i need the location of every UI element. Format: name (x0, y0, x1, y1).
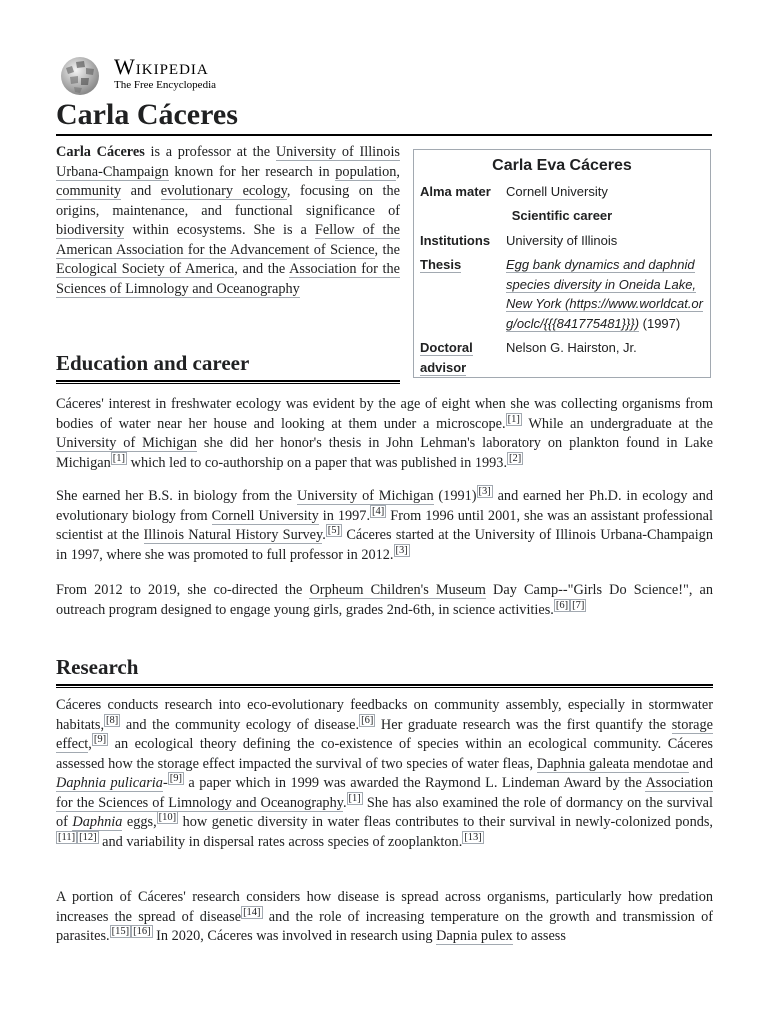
link-community[interactable]: community (56, 183, 122, 199)
link-biodiversity[interactable]: biodiversity (56, 222, 125, 238)
infobox-label-link[interactable]: Doctoral advisor (420, 340, 473, 375)
link-aslo[interactable]: Association for the Sciences of Limnology and Oceanography (56, 261, 400, 297)
infobox-row-thesis (420, 255, 704, 333)
thesis-year: (1997) (639, 315, 681, 331)
education-paragraph-2: She earned her B.S. in biology from the University of Michigan (1991) [3] and earned her Ph.D. in ecology and evolutionary biology from Cornell University in 1997. [4] From 1996 until 2001, she was an assistant professional scientist at the Illinois Natural History Survey. [5] Cáceres started at the University of Illinois Urbana-Champaign in 1997, where she was promoted to full professor in 2012. [3] (56, 486, 713, 563)
citation-ref[interactable]: [14] (243, 906, 261, 918)
citation-ref[interactable]: [9] (93, 734, 107, 746)
section-divider (56, 380, 400, 384)
link-storage-effect[interactable]: storage effect (56, 716, 713, 752)
infobox-label: Alma mater (420, 183, 491, 199)
education-paragraph-1: Cáceres' interest in freshwater ecology was evident by the age of eight when she was collecting organisms from bodies of water near her house and looking at them under a microscope. [1] While an undergraduate at the University of Michigan she did her honor's thesis in John Lehman's laboratory on plankton found in Lake Michigan [1] which led to co-authorship on a paper that was published in 1993. [2] (56, 396, 714, 471)
infobox-section-heading: Scientific career (511, 208, 613, 223)
citation-ref[interactable]: [13] (464, 831, 482, 843)
lead-paragraph: Carla Cáceres is a professor at the University of Illinois Urbana-Champaign known for her research in population, community and evolutionary ecology, focusing on the origins, maintenance, and functional significance of biodiversity within ecosystems. She is a Fellow of the American Association for the Advancement of Science, the Ecological Society of America, and the Association for the Sciences of Limnology and Oceanography (56, 144, 401, 297)
link-orpheum-childrens-museum[interactable]: Orpheum Children's Museum (309, 582, 486, 598)
page-title: Carla Cáceres (56, 98, 712, 136)
citation-ref[interactable]: [4] (372, 505, 385, 517)
citation-ref[interactable]: [6] (361, 714, 374, 726)
infobox-row-institutions (420, 231, 704, 251)
infobox-title: Carla Eva Cáceres (492, 157, 632, 174)
research-paragraph-2: A portion of Cáceres' research considers how disease is spread across organisms, particularly how predation increases the spread of disease [14] and the role of increasing temperature on the growth and transmission of parasites. [15] [16] In 2020, Cáceres was involved in research using Dapnia pulex to assess (56, 889, 713, 944)
link-esa[interactable]: Ecological Society of America (56, 261, 235, 277)
citation-ref[interactable]: [3] (478, 486, 491, 498)
infobox-value: University of Illinois (506, 232, 618, 248)
site-header (56, 54, 716, 96)
wikipedia-globe-icon[interactable] (56, 54, 104, 96)
citation-ref[interactable]: [6] (555, 599, 569, 611)
citation-ref[interactable]: [11] (58, 831, 76, 843)
research-paragraph-1: Cáceres conducts research into eco-evolutionary feedbacks on community assembly, especially in stormwater habitats, [8] and the community ecology of disease. [6] Her graduate research was the first quantify the storage effect, [9] an ecological theory defining the co-existence of species within an ecological community. Cáceres assessed how the storage effect impacted the survival of two species of water fleas, Daphnia galeata mendotae and Daphnia pulicaria- [9] a paper which in 1999 was awarded the Raymond L. Lindeman Award by the Association for the Sciences of Limnology and Oceanography. [1] She has also examined the role of dormancy on the survival of Daphnia eggs, [10] how genetic diversity in water fleas contributes to their survival in newly-colonized ponds,[11] [12] and variability in dispersal rates across species of zooplankton. [13] (56, 697, 714, 850)
citation-ref[interactable]: [1] (348, 792, 361, 804)
citation-ref[interactable]: [1] (112, 452, 126, 464)
thesis-link[interactable]: Egg bank dynamics and daphnid species diversity in Oneida Lake, New York (https://www.worldcat.org/oclc/{{{841775481}}}) (506, 257, 703, 331)
link-aaas-fellow[interactable]: Fellow of the American Association for the Advancement of Science (56, 222, 400, 258)
citation-ref[interactable]: [8] (106, 714, 119, 726)
infobox-label: Institutions (420, 232, 491, 248)
citation-ref[interactable]: [5] (327, 525, 341, 537)
section-heading-research: Research (56, 655, 139, 679)
infobox (413, 149, 711, 378)
citation-ref[interactable]: [3] (395, 544, 408, 556)
citation-ref[interactable]: [2] (509, 452, 522, 464)
link-daphnia[interactable]: Daphnia (72, 814, 123, 830)
infobox-row-alma-mater (420, 182, 704, 202)
link-uiuc[interactable]: University of Illinois Urbana-Champaign (56, 144, 400, 180)
link-illinois-natural-history-survey[interactable]: Illinois Natural History Survey (143, 527, 323, 543)
link-evolutionary-ecology[interactable]: evolutionary ecology (160, 183, 287, 199)
citation-ref[interactable]: [9] (169, 773, 182, 785)
site-wordmark[interactable]: Wikipedia (114, 54, 209, 79)
education-paragraph-3: From 2012 to 2019, she co-directed the Orpheum Children's Museum Day Camp--"Girls Do Science!", an outreach program designed to engage young girls, grades 2nd-6th, in science activities. [6] [7] (56, 582, 714, 618)
link-daphnia-pulicaria[interactable]: Daphnia pulicaria (56, 775, 163, 791)
link-cornell-university[interactable]: Cornell University (211, 507, 319, 524)
infobox-row-advisor (420, 338, 704, 377)
citation-ref[interactable]: [16] (133, 926, 151, 938)
link-daphnia-galeata-mendotae[interactable]: Daphnia galeata mendotae (536, 755, 689, 772)
infobox-label-link[interactable]: Thesis (420, 257, 462, 272)
site-tagline: The Free Encyclopedia (114, 79, 217, 91)
link-daphnia-pulex[interactable]: Dapnia pulex (436, 928, 513, 944)
lead-subject: Carla Cáceres (56, 144, 145, 160)
link-aslo[interactable]: Association for the Sciences of Limnology and Oceanography (56, 775, 713, 811)
section-heading-education: Education and career (56, 351, 250, 375)
citation-ref[interactable]: [12] (79, 831, 97, 843)
citation-ref[interactable]: [7] (572, 599, 585, 611)
link-population[interactable]: population (335, 163, 397, 180)
link-university-of-michigan[interactable]: University of Michigan (56, 435, 197, 451)
section-divider (56, 684, 713, 688)
infobox-value: Nelson G. Hairston, Jr. (506, 340, 637, 355)
citation-ref[interactable]: [10] (158, 812, 177, 824)
link-university-of-michigan[interactable]: University of Michigan (296, 488, 434, 504)
infobox-value: Cornell University (506, 183, 608, 199)
citation-ref[interactable]: [1] (507, 413, 520, 425)
citation-ref[interactable]: [15] (111, 926, 130, 938)
